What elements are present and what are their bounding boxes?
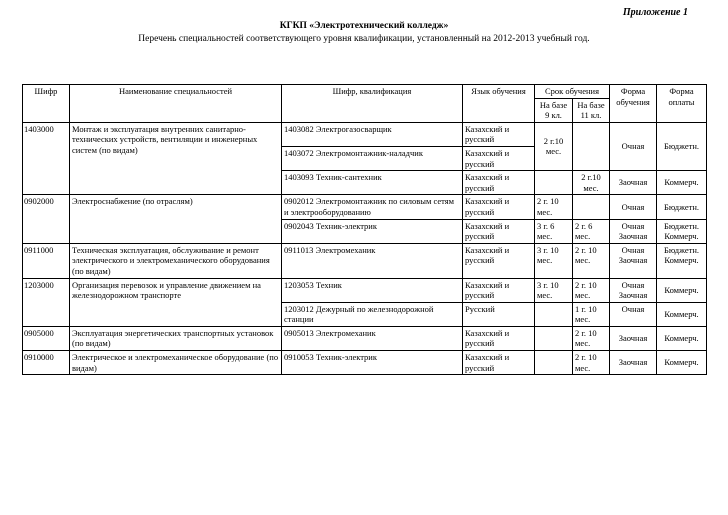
qualification: 1203053 Техник (282, 278, 463, 302)
language: Казахский и русский (463, 243, 535, 278)
specialty-code: 0910000 (23, 351, 70, 375)
specialty-name: Эксплуатация энергетических транспортных установок (по видам) (70, 326, 282, 350)
table-row (23, 243, 707, 278)
specialty-code: 1203000 (23, 278, 70, 326)
specialty-code: 0911000 (23, 243, 70, 278)
qualification: 0902043 Техник-электрик (282, 219, 463, 243)
term-9 (535, 326, 573, 350)
payment-form: Коммерч. (657, 278, 707, 302)
payment-form: Бюджетн. Коммерч. (657, 219, 707, 243)
header-form: Форма обучения (610, 85, 657, 123)
payment-form: Бюджетн. (657, 122, 707, 170)
header-name: Наименование специальностей (70, 85, 282, 123)
payment-form: Коммерч. (657, 351, 707, 375)
term-11 (573, 122, 610, 170)
term-11: 2 г. 10 мес. (573, 243, 610, 278)
term-9: 2 г. 10 мес. (535, 195, 573, 219)
term-11 (573, 195, 610, 219)
language: Русский (463, 302, 535, 326)
header-qualification: Шифр, квалификация (282, 85, 463, 123)
payment-form: Коммерч. (657, 171, 707, 195)
study-form: Очная (610, 195, 657, 219)
specialty-name: Электрическое и электромеханическое оборудование (по видам) (70, 351, 282, 375)
qualification: 1403082 Электрогазосварщик (282, 122, 463, 146)
header-payment: Форма оплаты (657, 85, 707, 123)
term-11: 2 г. 10 мес. (573, 326, 610, 350)
language: Казахский и русский (463, 146, 535, 170)
payment-form: Бюджетн. (657, 195, 707, 219)
header-language: Язык обучения (463, 85, 535, 123)
study-form: Заочная (610, 351, 657, 375)
specialty-name: Организация перевозок и управление движением на железнодорожном транспорте (70, 278, 282, 326)
specialty-name: Монтаж и эксплуатация внутренних санитарно-технических устройств, вентиляции и инженерных систем (по видам) (70, 122, 282, 195)
document-subtitle: Перечень специальностей соответствующего уровня квалификации, установленный на 2012-2013 учебный год. (138, 34, 590, 44)
language: Казахский и русский (463, 326, 535, 350)
study-form: Заочная (610, 326, 657, 350)
header-term-11: На базе 11 кл. (573, 98, 610, 122)
study-form: Заочная (610, 171, 657, 195)
specialty-code: 1403000 (23, 122, 70, 195)
specialties-table (22, 84, 707, 375)
appendix-label: Приложение 1 (622, 7, 688, 18)
language: Казахский и русский (463, 278, 535, 302)
study-form: Очная Заочная (610, 278, 657, 302)
study-form: Очная Заочная (610, 219, 657, 243)
table-row (23, 195, 707, 219)
header-code: Шифр (23, 85, 70, 123)
language: Казахский и русский (463, 171, 535, 195)
payment-form: Коммерч. (657, 326, 707, 350)
term-11: 2 г. 6 мес. (573, 219, 610, 243)
qualification: 1403072 Электромонтажник-наладчик (282, 146, 463, 170)
term-9: 2 г.10 мес. (535, 122, 573, 170)
header-term: Срок обучения (535, 85, 610, 99)
specialty-code: 0902000 (23, 195, 70, 243)
language: Казахский и русский (463, 122, 535, 146)
payment-form: Бюджетн. Коммерч. (657, 243, 707, 278)
college-title: КГКП «Электротехнический колледж» (279, 21, 449, 31)
language: Казахский и русский (463, 195, 535, 219)
term-9 (535, 351, 573, 375)
qualification: 0905013 Электромеханик (282, 326, 463, 350)
table-row (23, 326, 707, 350)
term-9: 3 г. 10 мес. (535, 243, 573, 278)
table-row (23, 278, 707, 302)
term-11: 1 г. 10 мес. (573, 302, 610, 326)
qualification: 0902012 Электромонтажник по силовым сетям и электрооборудованию (282, 195, 463, 219)
table-row (23, 351, 707, 375)
table-row (23, 122, 707, 146)
header-term-9: На базе 9 кл. (535, 98, 573, 122)
language: Казахский и русский (463, 351, 535, 375)
specialty-code: 0905000 (23, 326, 70, 350)
term-9 (535, 302, 573, 326)
specialty-name: Техническая эксплуатация, обслуживание и ремонт электрического и электромеханического оборудования (по видам) (70, 243, 282, 278)
term-9 (535, 171, 573, 195)
qualification: 0910053 Техник-электрик (282, 351, 463, 375)
term-11: 2 г.10 мес. (573, 171, 610, 195)
study-form: Очная Заочная (610, 243, 657, 278)
qualification: 1203012 Дежурный по железнодорожной станции (282, 302, 463, 326)
language: Казахский и русский (463, 219, 535, 243)
term-9: 3 г. 10 мес. (535, 278, 573, 302)
payment-form: Коммерч. (657, 302, 707, 326)
qualification: 0911013 Электромеханик (282, 243, 463, 278)
study-form: Очная (610, 302, 657, 326)
qualification: 1403093 Техник-сантехник (282, 171, 463, 195)
term-11: 2 г. 10 мес. (573, 278, 610, 302)
study-form: Очная (610, 122, 657, 170)
term-11: 2 г. 10 мес. (573, 351, 610, 375)
term-9: 3 г. 6 мес. (535, 219, 573, 243)
specialty-name: Электроснабжение (по отраслям) (70, 195, 282, 243)
